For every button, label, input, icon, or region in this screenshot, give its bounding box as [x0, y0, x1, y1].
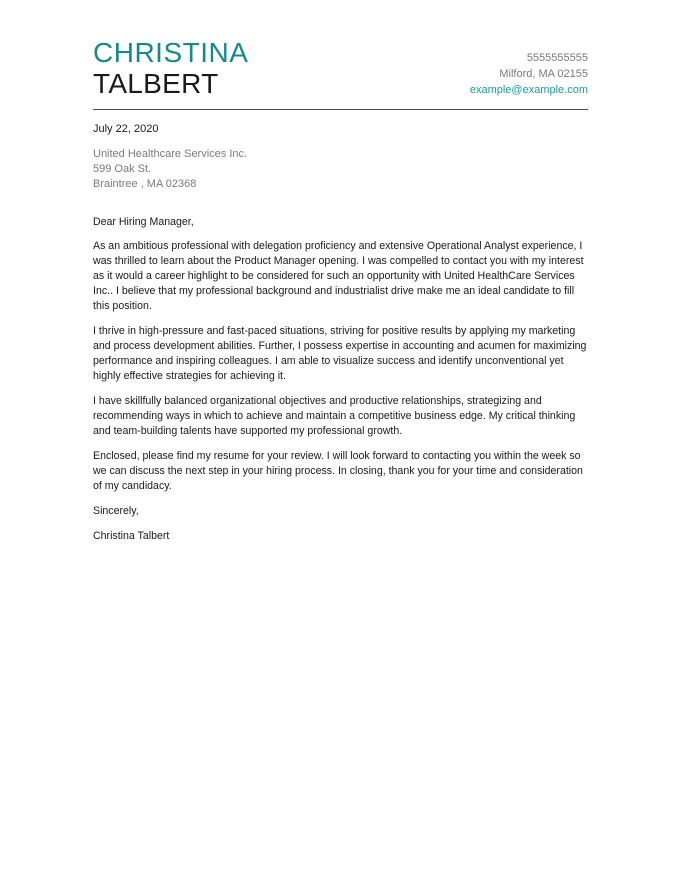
letter-date: July 22, 2020 [93, 123, 159, 135]
header-divider [93, 109, 588, 110]
paragraph-4: Enclosed, please find my resume for your review. I will look forward to contacting you within the week so we can discuss the next step in your hiring process. In closing, thank you for your time and consideration of my candidacy. [93, 450, 583, 492]
signature-name: Christina Talbert [93, 530, 170, 542]
recipient-street: 599 Oak St. [93, 163, 152, 175]
applicant-name [93, 38, 248, 100]
email-link[interactable]: example@example.com [469, 84, 588, 96]
last-name: TALBERT [93, 68, 219, 99]
recipient-address [93, 147, 247, 192]
paragraph-1: As an ambitious professional with delegation proficiency and extensive Operational Analyst experience, I was thrilled to learn about the Product Manager opening. I was compelled to contact you with my interest as it would a career highlight to be considered for such an opportunity with United HealthCare Services Inc.. I believe that my professional background and industrialist drive make me an ideal candidate to fill this position. [93, 240, 584, 312]
closing: Sincerely, [93, 505, 139, 517]
recipient-city: Braintree , MA 02368 [93, 178, 197, 190]
greeting: Dear Hiring Manager, [93, 216, 194, 228]
location: Milford, MA 02155 [499, 68, 588, 80]
letter-body [93, 215, 593, 554]
paragraph-2: I thrive in high-pressure and fast-paced situations, striving for positive results by applying my marketing and process development abilities. Further, I possess expertise in accounting and acumen for maximizing performance and inspiring colleagues. I am able to visualize success and identify unconventional yet highly effective strategies for achieving it. [93, 325, 587, 382]
contact-info [470, 50, 588, 98]
phone-number: 5555555555 [526, 52, 588, 64]
recipient-company: United Healthcare Services Inc. [93, 148, 248, 160]
first-name: CHRISTINA [93, 37, 249, 68]
paragraph-3: I have skillfully balanced organizational objectives and productive relationships, strategizing and recommending ways in which to achieve and maintain a competitive business edge. My critical thinking and team-building talents have supported my professional growth. [93, 395, 576, 437]
